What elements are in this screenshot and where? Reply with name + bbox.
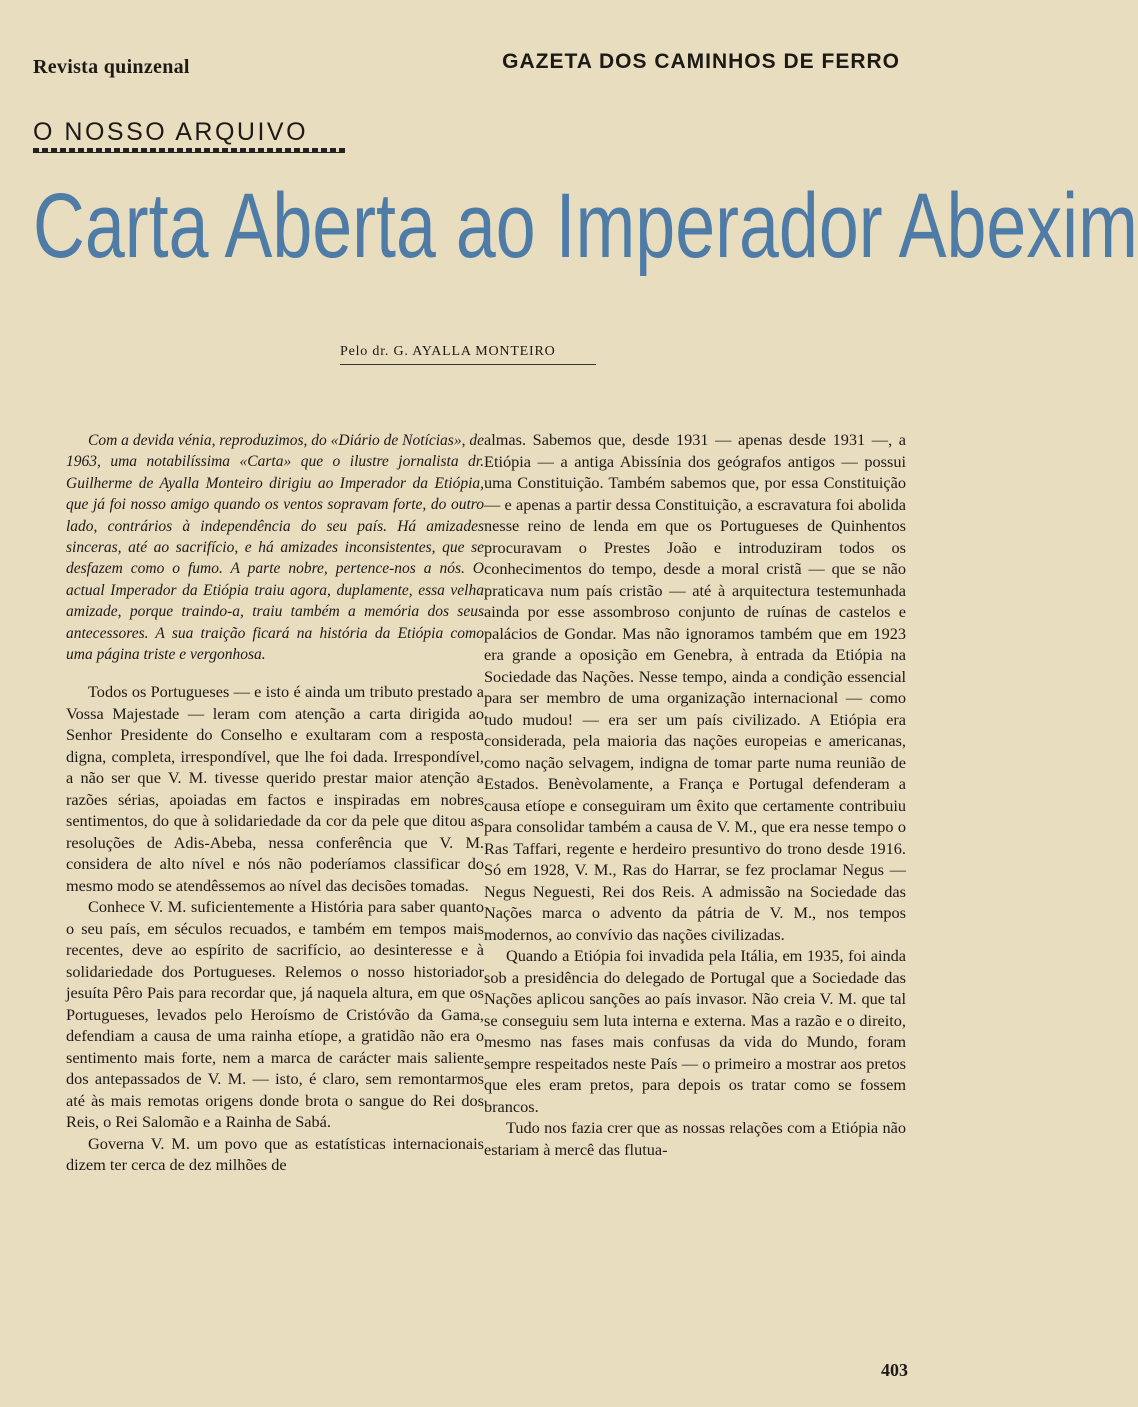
body-paragraph: Todos os Portugueses — e isto é ainda um tributo prestado a Vossa Majestade — leram com atenção a carta dirigida ao Senhor Presidente do Conselho e exultaram com a resposta digna, completa, irrespondível, que lhe foi dada. Irrespondível, a não ser que V. M. tivesse querido prestar maior atenção a razões sérias, apoiadas em factos e inspiradas em nobres sentimentos, do que à solidariedade da cor da pele que ditou as resoluções de Adis-Abeba, nessa conferência que V. M. considera de alto nível e nós não poderíamos classificar do mesmo modo se atendêssemos ao nível das decisões tomadas. bbox=[66, 682, 484, 895]
running-header-right: GAZETA DOS CAMINHOS DE FERRO bbox=[502, 50, 900, 73]
intro-paragraph: Com a devida vénia, reproduzimos, do «Diário de Notícias», de 1963, uma notabilíssima «Carta» que o ilustre jornalista dr. Guilherme de Ayalla Monteiro dirigiu ao Imperador da Etiópia, que já foi nosso amigo quando os ventos sopravam forte, do outro lado, contrários à independência do seu país. Há amizades sinceras, até ao sacrifício, e há amizades inconsistentes, que se desfazem como o fumo. A parte nobre, pertence-nos a nós. O actual Imperador da Etiópia traiu agora, duplamente, essa velha amizade, porque traindo-a, traiu também a memória dos seus antecessores. A sua traição ficará na história da Etiópia como uma página triste e vergonhosa. bbox=[66, 432, 484, 664]
text-column-right bbox=[484, 429, 906, 1160]
body-paragraph: Tudo nos fazia crer que as nossas relações com a Etiópia não estariam à mercê das flutua- bbox=[484, 1118, 906, 1159]
running-header-left: Revista quinzenal bbox=[33, 56, 190, 78]
article-byline: Pelo dr. G. AYALLA MONTEIRO bbox=[340, 344, 556, 359]
section-title: O NOSSO ARQUIVO bbox=[33, 118, 309, 146]
section-title-underline bbox=[33, 148, 345, 153]
page-number: 403 bbox=[881, 1360, 908, 1380]
body-paragraph: almas. Sabemos que, desde 1931 — apenas desde 1931 —, a Etiópia — a antiga Abissínia dos geógrafos antigos — possui uma Constituição. Também sabemos que, por essa Constituição — e apenas a partir dessa Constituição, a escravatura foi abolida nesse reino de lenda em que os Portugueses de Quinhentos procuravam o Prestes João e introduziram todos os conhecimentos do tempo, desde a moral cristã — que se não praticava num país cristão — até à arquitectura testemunhada ainda por esse assombroso conjunto de ruínas de castelos e palácios de Gondar. Mas não ignoramos também que em 1923 era grande a oposição em Genebra, à entrada da Etiópia na Sociedade das Nações. Nesse tempo, ainda a condição essencial para ser membro de uma organização internacional — como tudo mudou! — era ser um país civilizado. A Etiópia era considerada, pela maioria das nações europeias e americanas, como nação selvagem, indigna de tomar parte numa reunião de Estados. Benèvolamente, a França e Portugal defenderam a causa etíope e conseguiram um êxito que certamente contribuiu para consolidar também a causa de V. M., que era nesse tempo o Ras Taffari, regente e herdeiro presuntivo do trono desde 1916. Só em 1928, V. M., Ras do Harrar, se fez proclamar Negus — Negus Neguesti, Rei dos Reis. A admissão na Sociedade das Nações marca o advento da pátria de V. M., nos tempos modernos, ao convívio das nações civilizadas. bbox=[484, 430, 906, 944]
article-headline: Carta Aberta ao Imperador Abexim bbox=[33, 175, 1138, 277]
byline-underline bbox=[340, 364, 596, 365]
body-paragraph: Governa V. M. um povo que as estatísticas internacionais dizem ter cerca de dez milhões de bbox=[66, 1133, 484, 1175]
text-column-left bbox=[66, 430, 484, 1176]
body-paragraph: Quando a Etiópia foi invadida pela Itália, em 1935, foi ainda sob a presidência do delegado de Portugal que a Sociedade das Nações aplicou sanções ao país invasor. Não creia V. M. que tal se conseguiu sem luta interna e externa. Mas a razão e o direito, mesmo nas fases mais confusas da vida do Mundo, foram sempre respeitados neste País — o primeiro a mostrar aos pretos que eles eram pretos, para depois os tratar como se fossem brancos. bbox=[484, 946, 906, 1116]
body-paragraph: Conhece V. M. suficientemente a História para saber quanto o seu país, em séculos recuados, e também em tempos mais recentes, deve ao espírito de sacrifício, ao desinteresse e à solidariedade dos Portugueses. Relemos o nosso historiador jesuíta Pêro Pais para recordar que, já naquela altura, em que os Portugueses, levados pelo Heroísmo de Cristóvão da Gama, defendiam a causa de uma rainha etíope, a gratidão não era o sentimento mais forte, nem a marca de carácter mais saliente dos antepassados de V. M. — isto, é claro, sem remontarmos até às mais remotas origens donde brota o sangue do Rei dos Reis, o Rei Salomão e a Rainha de Sabá. bbox=[66, 897, 484, 1132]
